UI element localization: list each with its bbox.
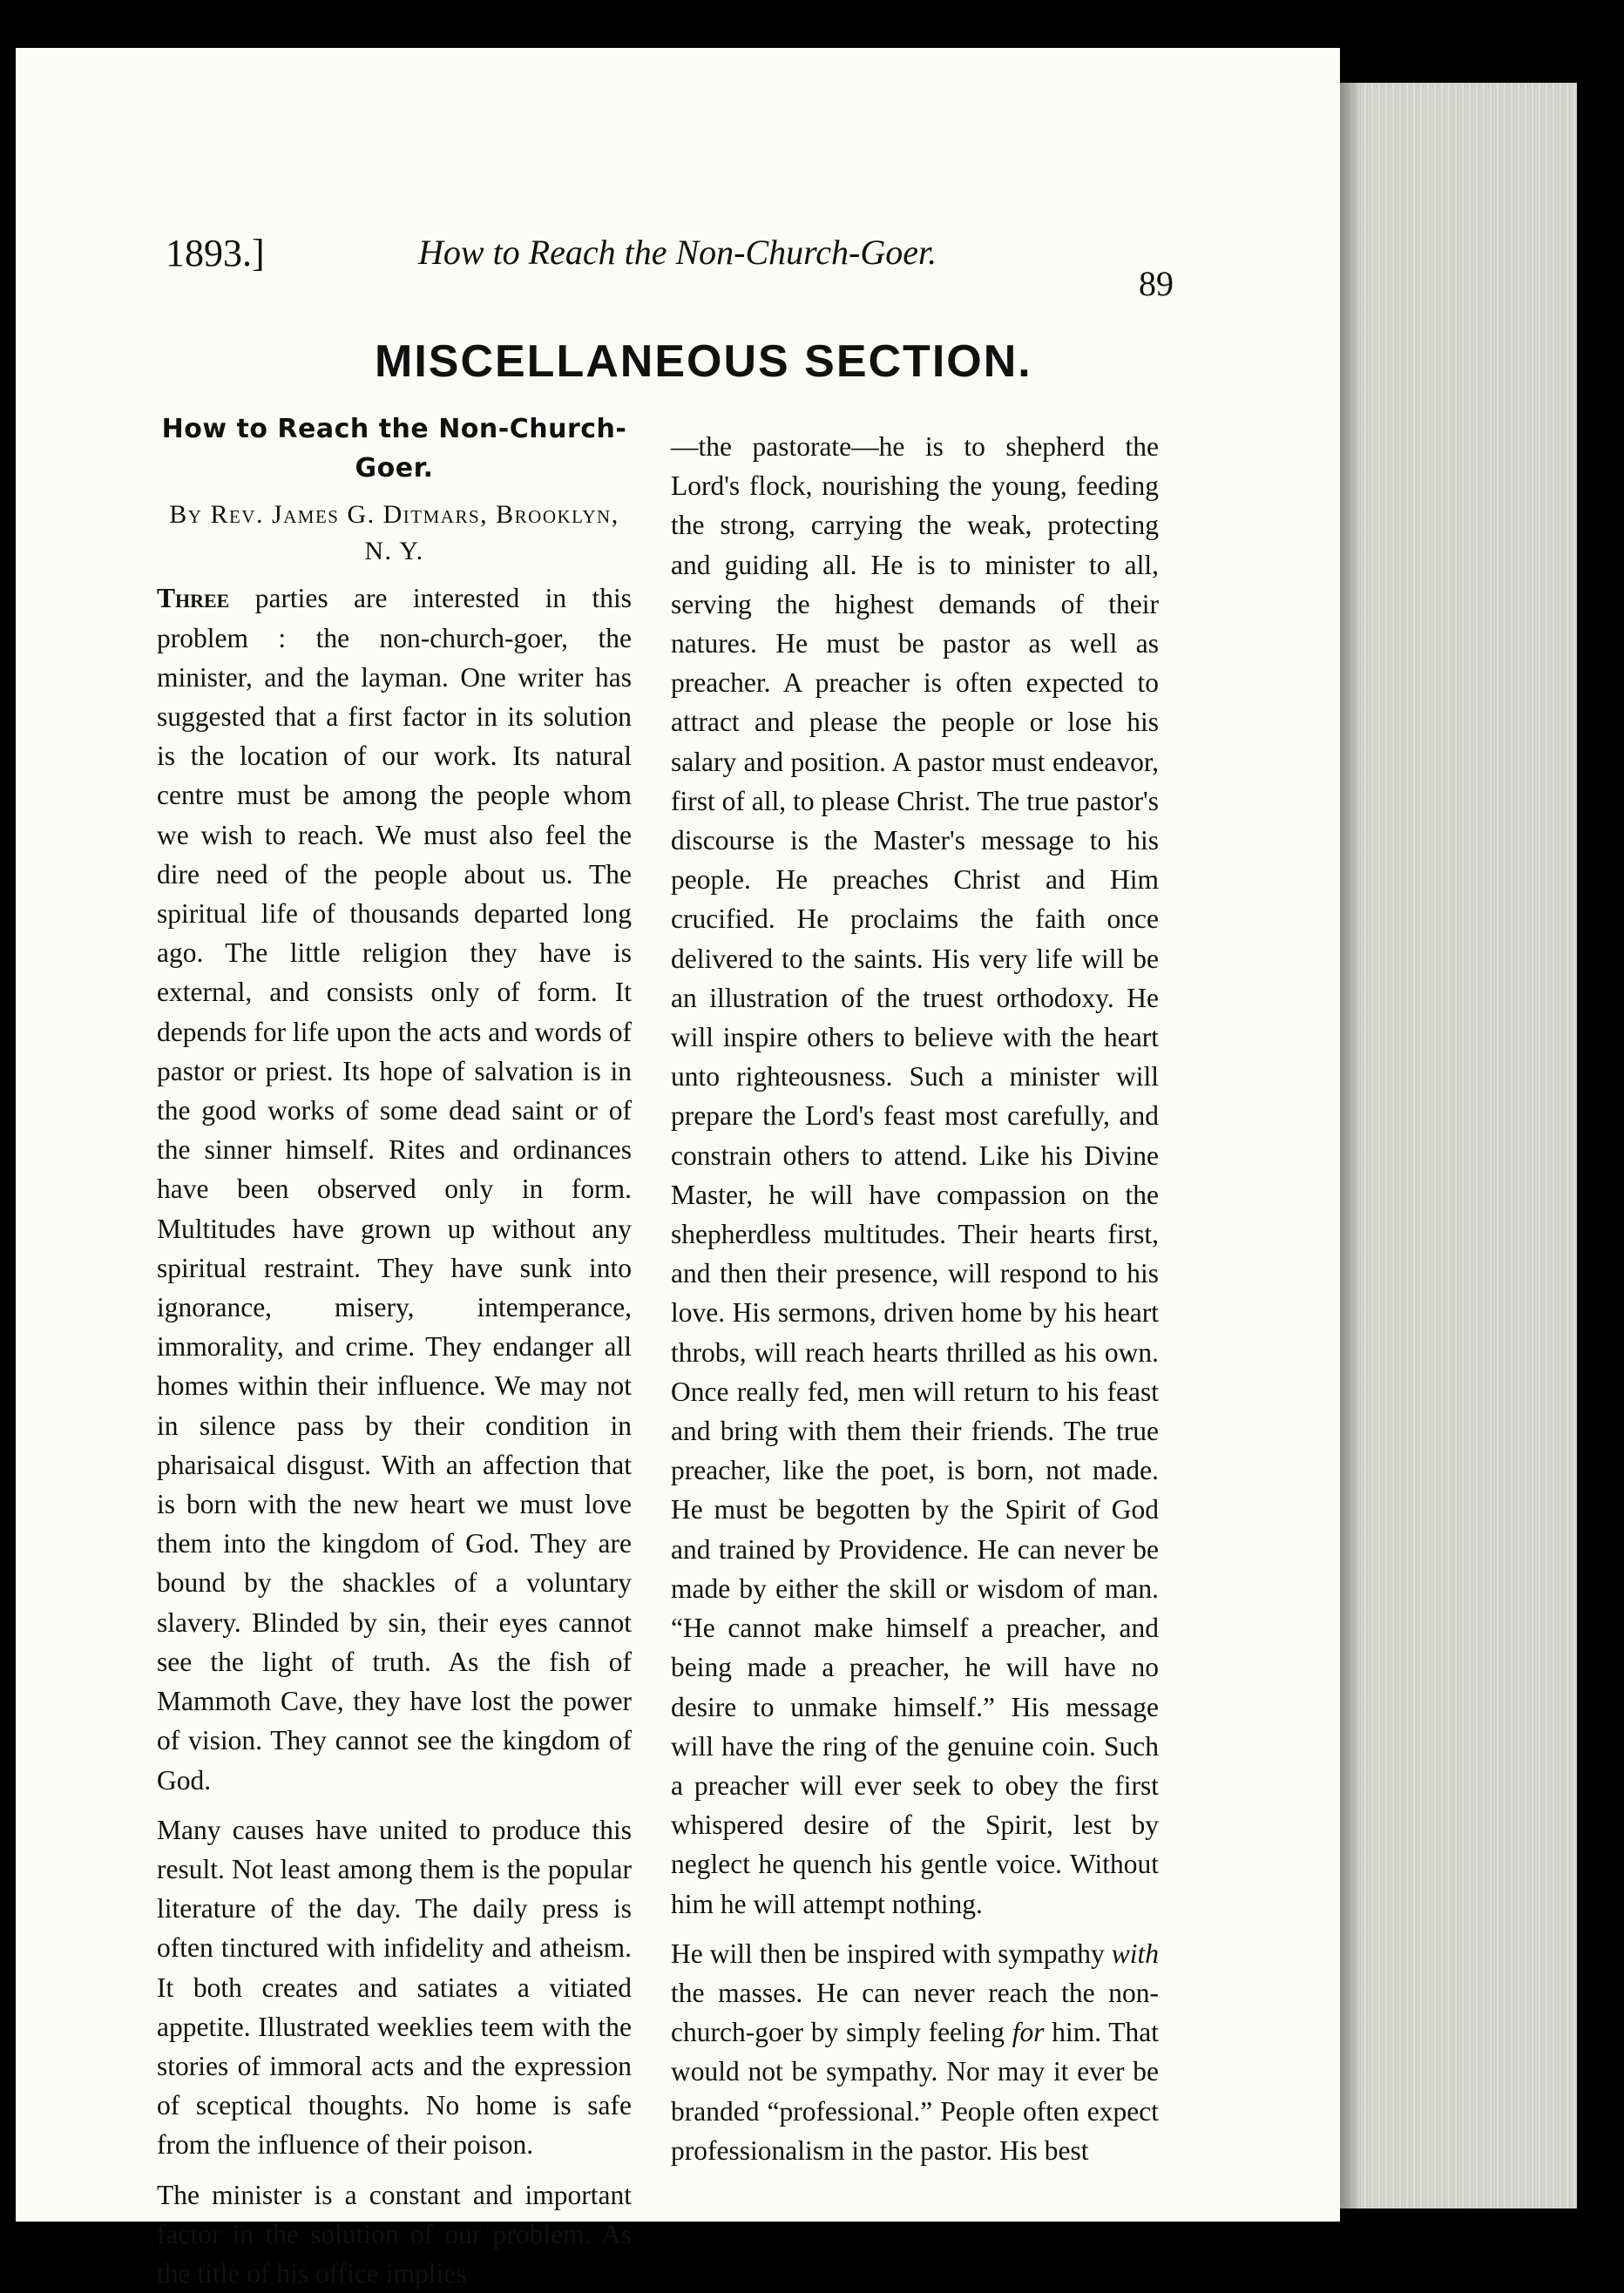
right-column [671, 427, 1159, 2170]
paragraph: Many causes have united to produce this result. Not least among them is the popular literature of the day. The daily press is often tinctured with infidelity and atheism. It both creates and satiates a vitiated appetite. Illustrated weeklies teem with the stories of immoral acts and the expression of sceptical thoughts. No home is safe from the influence of their poison. [157, 1814, 632, 2161]
paragraph: The minister is a constant and important factor in the solution of our problem. As the title of his office implies [157, 2179, 632, 2289]
left-column [157, 409, 632, 2293]
paragraph-text: parties are interested in this problem : the non-church-goer, the minister, and the layman. One writer has suggested that a first factor in its solution is the location of our work. Its natural centre must be among the people whom we wish to reach. We must also feel the dire need of the people about us. The spiritual life of thousands departed long ago. The little religion they have is external, and consists only of form. It depends for life upon the acts and words of pastor or priest. Its hope of salvation is in the good works of some dead saint or of the sinner himself. Rites and ordinances have been observed only in form. Multitudes have grown up without any spiritual restraint. They have sunk into ignorance, misery, intemperance, immorality, and crime. They endanger all homes within their influence. We may not in silence pass by their condition in pharisaical disgust. With an affection that is born with the new heart we must love them into the kingdom of God. They are bound by the shackles of a voluntary slavery. Blinded by sin, their eyes cannot see the light of truth. As the fish of Mammoth Cave, they have lost the power of vision. They cannot see the kingdom of God. [157, 583, 632, 1796]
emphasis-text: for [1012, 2017, 1045, 2048]
article-byline: By Rev. James G. Ditmars, Brooklyn, N. Y. [169, 500, 619, 566]
paragraph: —the pastorate—he is to shepherd the Lord's flock, nourishing the young, feeding the strong, carrying the weak, protecting and guiding all. He is to minister to all, serving the highest demands of their natures. He must be pastor as well as preacher. A preacher is often expected to attract and please the people or lose his salary and position. A pastor must endeavor, first of all, to please Christ. The true pastor's discourse is the Master's message to his people. He preaches Christ and Him crucified. He proclaims the faith once delivered to the saints. His very life will be an illustration of the truest orthodoxy. He will inspire others to believe with the heart unto righteousness. Such a minister will prepare the Lord's feast most carefully, and constrain others to attend. Like his Divine Master, he will have compassion on the shepherdless multitudes. Their hearts first, and then their presence, will respond to his love. His sermons, driven home by his heart throbs, will reach hearts thrilled as his own. Once really fed, men will return to his feast and bring with them their friends. The true preacher, like the poet, is born, not made. He must be begotten by the Spirit of God and trained by Providence. He can never be made by either the skill or wisdom of man. “He cannot make himself a preacher, and being made a preacher, he will have no desire to unmake himself.” His message will have the ring of the genuine coin. Such a preacher will ever seek to obey the first whispered desire of the Spirit, lest by neglect he quench his gentle voice. Without him he will attempt nothing. [671, 431, 1159, 1919]
running-head-title: How to Reach the Non-Church-Goer. [418, 233, 937, 272]
page-edges [1340, 83, 1577, 2208]
paragraph [157, 578, 632, 1799]
emphasis-text: with [1111, 1938, 1159, 1969]
section-title: MISCELLANEOUS SECTION. [375, 336, 1032, 387]
running-head-year: 1893.] [166, 232, 265, 274]
article-title: How to Reach the Non-Church-Goer. [161, 414, 627, 484]
paragraph-text: him. That would not be sympathy. Nor may it ever be branded “professional.” People often expect professionalism in the pastor. His best [671, 2017, 1159, 2166]
page-number: 89 [1139, 264, 1174, 303]
page-gutter-shadow [1340, 83, 1362, 2208]
paragraph-text: He will then be inspired with sympathy [671, 1938, 1112, 1969]
running-head [144, 227, 1189, 303]
paragraph [671, 1934, 1159, 2170]
paragraph-text: the masses. He can never reach the non-church-goer by simply feeling [671, 1977, 1159, 2048]
paragraph-lead-word: Three [157, 583, 230, 614]
